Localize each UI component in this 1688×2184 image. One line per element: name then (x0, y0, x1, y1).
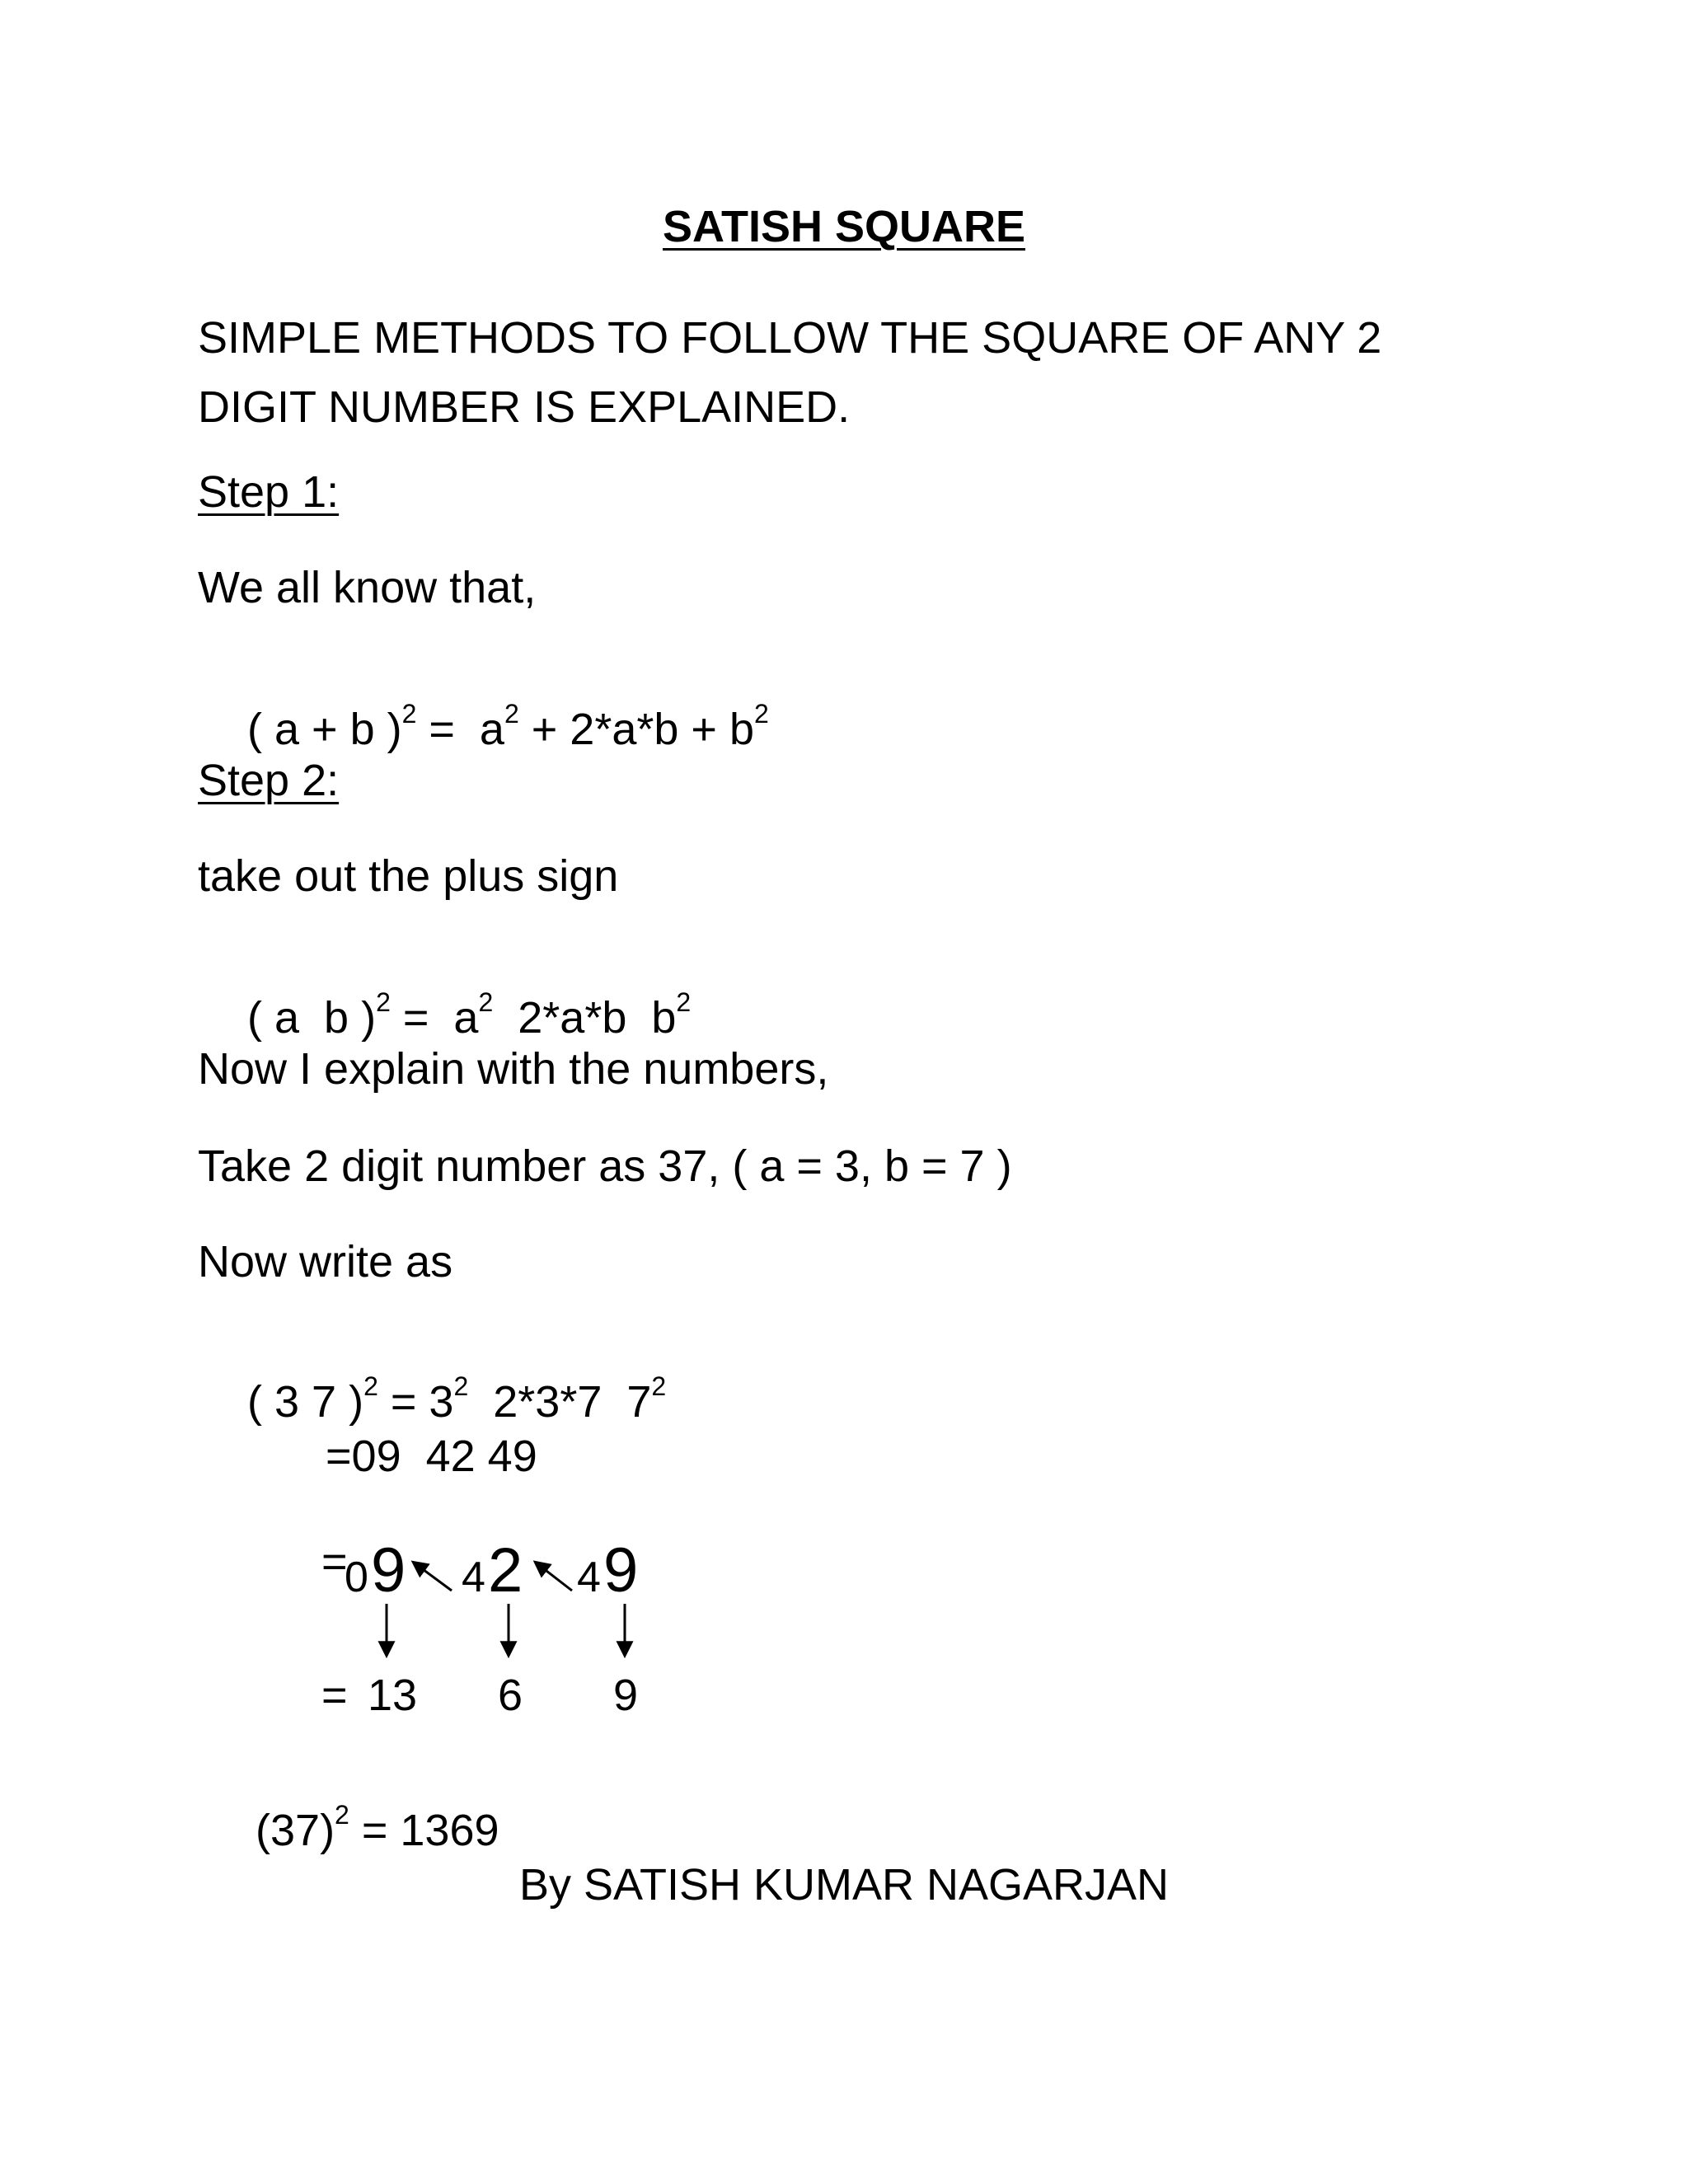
carry-digit2-small: 4 (462, 1554, 485, 1601)
formula1-exp-b: 2 (754, 699, 769, 729)
formula2-eq: = a (390, 993, 479, 1043)
carry-digit1-small: 0 (345, 1554, 368, 1601)
formula1-mid: + 2*a*b + b (518, 705, 755, 754)
intro-text: SIMPLE METHODS TO FOLLOW THE SQUARE OF ANY 2 DIGIT NUMBER IS EXPLAINED. (198, 313, 1382, 432)
formula2-exp-b: 2 (676, 987, 692, 1017)
formula3-exp-lhs: 2 (363, 1371, 378, 1401)
formula3-mid: 2*3*7 7 (468, 1377, 652, 1427)
formula3-exp-3: 2 (453, 1371, 469, 1401)
step2-text: take out the plus sign (198, 851, 619, 901)
final-value-3: 9 (613, 1671, 639, 1720)
carry-digit1-big: 9 (371, 1535, 406, 1605)
step2-heading: Step 2: (198, 756, 340, 805)
step1-text: We all know that, (198, 563, 537, 612)
formula1-exp-lhs: 2 (401, 699, 417, 729)
formula2-mid: 2*a*b b (493, 993, 677, 1043)
formula1-lhs: ( a + b ) (247, 705, 402, 754)
carry-digit3-big: 9 (603, 1535, 639, 1605)
author-credit: By SATISH KUMAR NAGARJAN (518, 1860, 1170, 1910)
formula1-exp-a: 2 (504, 699, 519, 729)
final-value-2: 6 (498, 1671, 523, 1720)
formula3-lhs: ( 3 7 ) (247, 1377, 364, 1427)
formula2-exp-lhs: 2 (376, 987, 391, 1017)
formula3-exp-7: 2 (651, 1371, 667, 1401)
formula2-lhs: ( a b ) (247, 993, 377, 1043)
carry-arrow-right (536, 1563, 572, 1591)
write-as-text: Now write as (198, 1237, 453, 1286)
formula1-eq: = a (416, 705, 504, 754)
explain-text: Now I explain with the numbers, (198, 1044, 829, 1094)
step1-heading: Step 1: (198, 467, 340, 517)
final-eq: = (321, 1671, 348, 1720)
carry-digit3-small: 4 (577, 1554, 601, 1601)
carry-arrow-left (414, 1563, 452, 1591)
formula2-exp-a: 2 (478, 987, 494, 1017)
answer-exp: 2 (335, 1800, 349, 1830)
carry-eq: = (321, 1537, 348, 1586)
formula3-eq: = 3 (377, 1377, 454, 1427)
answer-lhs: (37) (256, 1806, 335, 1855)
result-step1: =09 42 49 (326, 1432, 537, 1481)
answer-rhs: = 1369 (349, 1806, 499, 1855)
final-value-1: 13 (368, 1671, 418, 1720)
take-number-text: Take 2 digit number as 37, ( a = 3, b = 7 ) (198, 1141, 1012, 1191)
carry-digit2-big: 2 (488, 1535, 523, 1605)
document-title: SATISH SQUARE (662, 202, 1026, 251)
